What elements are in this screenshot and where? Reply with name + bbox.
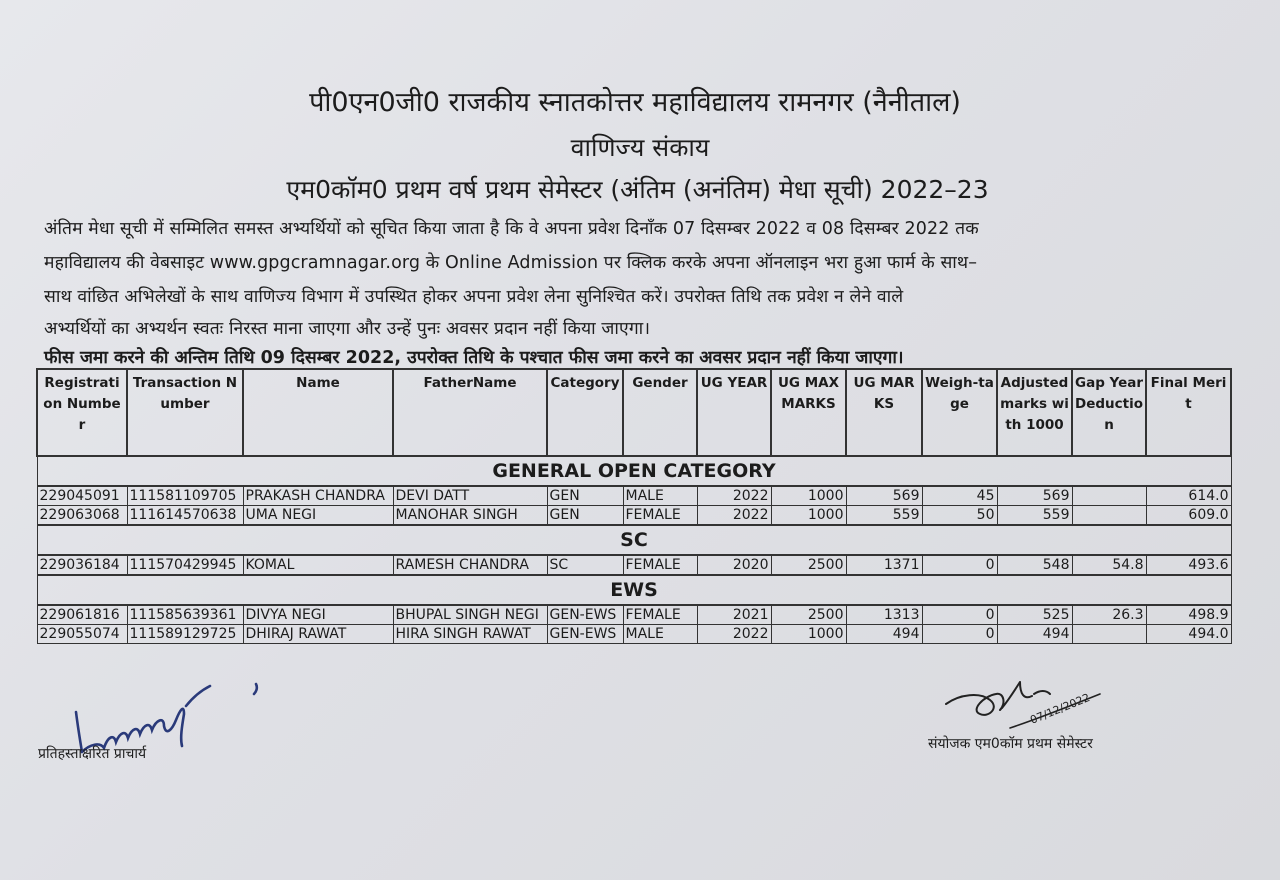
table-cell: HIRA SINGH RAWAT <box>393 625 547 644</box>
table-cell: GEN <box>547 486 623 506</box>
category-section-title: EWS <box>37 575 1231 605</box>
table-cell: 494.0 <box>1146 625 1231 644</box>
institution-title: पी0एन0जी0 राजकीय स्नातकोत्तर महाविद्यालय रामनगर (नैनीताल) <box>309 87 961 118</box>
table-cell: 229063068 <box>37 506 127 526</box>
table-cell: FEMALE <box>623 506 697 526</box>
notice-line-4: अभ्यर्थियों का अभ्यर्थन स्वतः निरस्त माना जाएगा और उन्हें पुनः अवसर प्रदान नहीं किया जाएगा। <box>44 319 651 339</box>
category-section-row <box>37 575 1231 605</box>
merit-list-title: एम0कॉम0 प्रथम वर्ष प्रथम सेमेस्टर (अंतिम (अनंतिम) मेधा सूची) 2022–23 <box>286 175 989 204</box>
table-row <box>37 506 1231 526</box>
table-cell: 609.0 <box>1146 506 1231 526</box>
category-section-title: SC <box>37 525 1231 555</box>
table-cell: MANOHAR SINGH <box>393 506 547 526</box>
col-name: Name <box>243 369 393 456</box>
table-cell: BHUPAL SINGH NEGI <box>393 605 547 625</box>
table-cell: 2500 <box>771 605 846 625</box>
table-cell: 229045091 <box>37 486 127 506</box>
table-cell: 111570429945 <box>127 555 243 575</box>
table-cell: 1000 <box>771 506 846 526</box>
notice-line-1: अंतिम मेधा सूची में सम्मिलित समस्त अभ्यर्थियों को सूचित किया जाता है कि वे अपना प्रवेश दिनाँक 07 दिसम्बर 2022 व 08 दिसम्बर 2022 तक <box>44 219 979 239</box>
col-ug-year: UG YEAR <box>697 369 771 456</box>
table-row <box>37 625 1231 644</box>
col-category: Category <box>547 369 623 456</box>
table-cell: 2022 <box>697 506 771 526</box>
col-ug-marks: UG MARKS <box>846 369 922 456</box>
table-cell: DIVYA NEGI <box>243 605 393 625</box>
table-cell: SC <box>547 555 623 575</box>
table-cell: 548 <box>997 555 1072 575</box>
table-cell: GEN-EWS <box>547 605 623 625</box>
table-header-row <box>37 369 1231 456</box>
table-cell: 0 <box>922 605 997 625</box>
table-cell: 1000 <box>771 625 846 644</box>
table-cell <box>1072 486 1146 506</box>
table-row <box>37 605 1231 625</box>
table-cell: GEN <box>547 506 623 526</box>
table-cell: 111581109705 <box>127 486 243 506</box>
coordinator-signature-label: संयोजक एम0कॉम प्रथम सेमेस्टर <box>928 736 1093 752</box>
table-cell: DHIRAJ RAWAT <box>243 625 393 644</box>
table-cell: 229061816 <box>37 605 127 625</box>
table-cell: 54.8 <box>1072 555 1146 575</box>
table-cell: 2021 <box>697 605 771 625</box>
table-cell: 111614570638 <box>127 506 243 526</box>
table-cell: 614.0 <box>1146 486 1231 506</box>
table-cell: DEVI DATT <box>393 486 547 506</box>
coordinator-signature <box>940 674 1120 734</box>
col-gender: Gender <box>623 369 697 456</box>
table-cell: 2500 <box>771 555 846 575</box>
table-cell: 1371 <box>846 555 922 575</box>
table-cell: 559 <box>846 506 922 526</box>
table-cell: 0 <box>922 625 997 644</box>
table-cell: 494 <box>997 625 1072 644</box>
col-gap-year-deduction: Gap Year Deduction <box>1072 369 1146 456</box>
notice-line-2: महाविद्यालय की वेबसाइट www.gpgcramnagar.org के Online Admission पर क्लिक करके अपना ऑनलाइन भरा हुआ फार्म के साथ– <box>44 253 978 273</box>
table-cell: 525 <box>997 605 1072 625</box>
table-cell: MALE <box>623 486 697 506</box>
category-section-row <box>37 456 1231 486</box>
table-cell: 559 <box>997 506 1072 526</box>
col-transaction-number: Transaction Number <box>127 369 243 456</box>
col-final-merit: Final Merit <box>1146 369 1231 456</box>
table-cell: FEMALE <box>623 605 697 625</box>
table-cell: 229036184 <box>37 555 127 575</box>
merit-table <box>36 368 1232 644</box>
table-row <box>37 486 1231 506</box>
table-cell: 569 <box>997 486 1072 506</box>
table-cell: 26.3 <box>1072 605 1146 625</box>
col-adjusted-marks: Adjusted marks with 1000 <box>997 369 1072 456</box>
table-cell: 111589129725 <box>127 625 243 644</box>
col-father-name: FatherName <box>393 369 547 456</box>
table-cell: 1313 <box>846 605 922 625</box>
table-cell <box>1072 506 1146 526</box>
table-cell: 498.9 <box>1146 605 1231 625</box>
table-cell: PRAKASH CHANDRA <box>243 486 393 506</box>
table-cell: RAMESH CHANDRA <box>393 555 547 575</box>
faculty-title: वाणिज्य संकाय <box>570 133 710 162</box>
coordinator-signature-date: 07/12/2022 <box>1028 690 1092 727</box>
table-cell: 2022 <box>697 625 771 644</box>
col-weightage: Weigh-tage <box>922 369 997 456</box>
category-section-title: GENERAL OPEN CATEGORY <box>37 456 1231 486</box>
notice-line-3: साथ वांछित अभिलेखों के साथ वाणिज्य विभाग में उपस्थित होकर अपना प्रवेश लेना सुनिश्चित करें। उपरोक्त तिथि तक प्रवेश न लेने वाले <box>44 287 904 307</box>
col-ug-max-marks: UG MAX MARKS <box>771 369 846 456</box>
col-registration-number: Registration Number <box>37 369 127 456</box>
table-cell: KOMAL <box>243 555 393 575</box>
table-cell <box>1072 625 1146 644</box>
table-cell: FEMALE <box>623 555 697 575</box>
table-cell: 2022 <box>697 486 771 506</box>
table-cell: UMA NEGI <box>243 506 393 526</box>
table-cell: 569 <box>846 486 922 506</box>
table-cell: 1000 <box>771 486 846 506</box>
table-cell: 111585639361 <box>127 605 243 625</box>
table-cell: MALE <box>623 625 697 644</box>
table-cell: 45 <box>922 486 997 506</box>
table-cell: 50 <box>922 506 997 526</box>
table-cell: GEN-EWS <box>547 625 623 644</box>
table-cell: 493.6 <box>1146 555 1231 575</box>
table-cell: 2020 <box>697 555 771 575</box>
category-section-row <box>37 525 1231 555</box>
table-cell: 494 <box>846 625 922 644</box>
table-row <box>37 555 1231 575</box>
table-cell: 229055074 <box>37 625 127 644</box>
principal-signature-label: प्रतिहस्ताक्षरित प्राचार्य <box>38 746 147 762</box>
table-cell: 0 <box>922 555 997 575</box>
fee-deadline-notice: फीस जमा करने की अन्तिम तिथि 09 दिसम्बर 2022, उपरोक्त तिथि के पश्चात फीस जमा करने का अवसर प्रदान नहीं किया जाएगा। <box>44 348 904 368</box>
